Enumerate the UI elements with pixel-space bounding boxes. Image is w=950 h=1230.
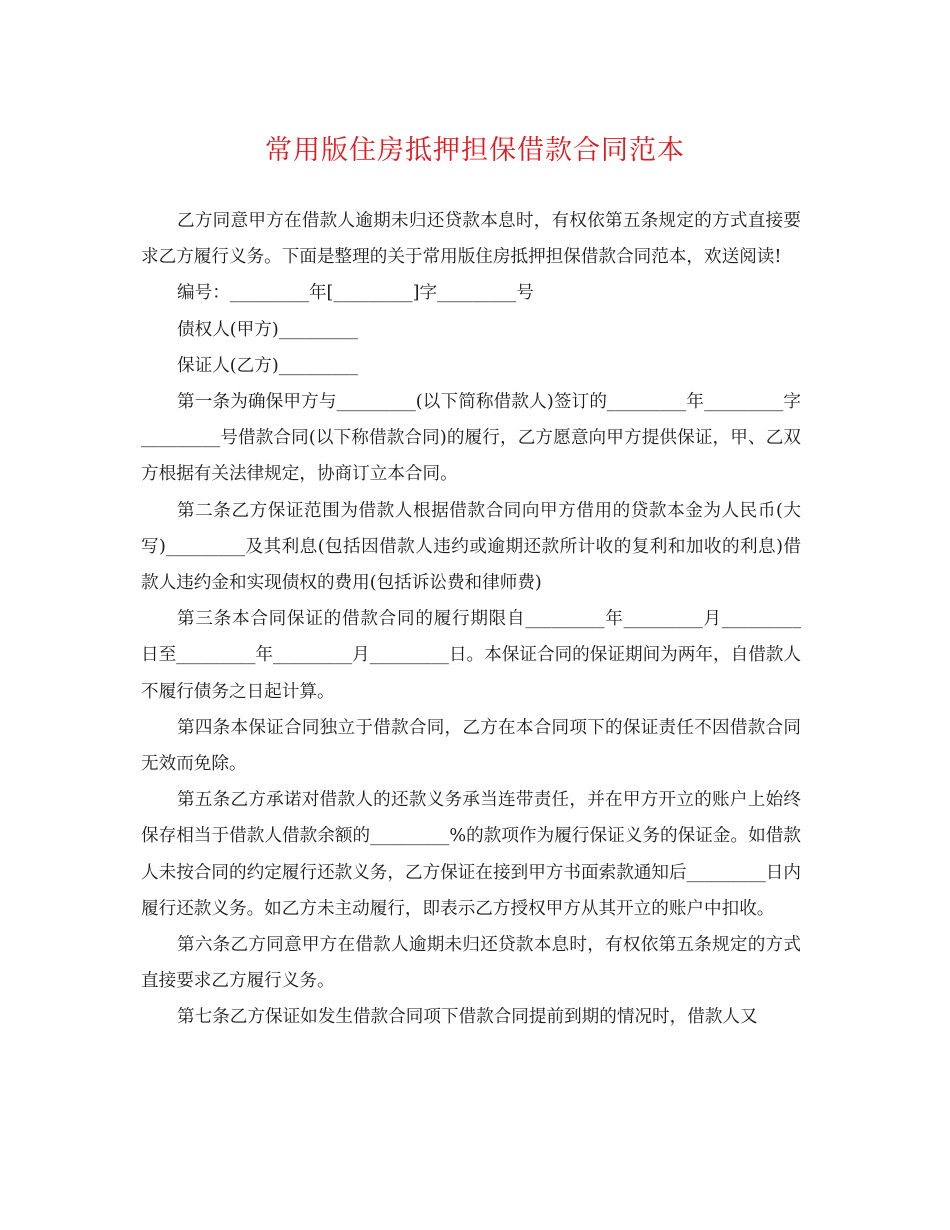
- article-7: 第七条乙方保证如发生借款合同项下借款合同提前到期的情况时，借款人又: [177, 1007, 758, 1028]
- article-1: 第一条为确保甲方与_________(以下简称借款人)签订的_________年_________字_________号借款合同(以下称借款合同)的履行，乙方愿意向甲方提供保证，甲、乙双方根据有关法律规定，协商订立本合同。: [141, 392, 801, 485]
- document-title: 常用版住房抵押担保借款合同范本: [265, 135, 685, 166]
- article-5: 第五条乙方承诺对借款人的还款义务承当连带责任，并在甲方开立的账户上始终保存相当于借款人借款余额的_________%的款项作为履行保证义务的保证金。如借款人未按合同的约定履行还款义务，乙方保证在接到甲方书面索款通知后_________日内履行还款义务。如乙方未主动履行，即表示乙方授权甲方从其开立的账户中扣收。: [141, 790, 801, 919]
- creditor-line: 债权人(甲方)_________: [177, 319, 358, 340]
- guarantor-line: 保证人(乙方)_________: [177, 355, 358, 376]
- article-6: 第六条乙方同意甲方在借款人逾期未归还贷款本息时，有权依第五条规定的方式直接要求乙方履行义务。: [141, 935, 801, 992]
- intro-paragraph: 乙方同意甲方在借款人逾期未归还贷款本息时，有权依第五条规定的方式直接要求乙方履行义务。下面是整理的关于常用版住房抵押担保借款合同范本，欢送阅读!: [141, 211, 801, 268]
- article-4: 第四条本保证合同独立于借款合同，乙方在本合同项下的保证责任不因借款合同无效而免除。: [141, 717, 801, 775]
- article-3: 第三条本合同保证的借款合同的履行期限自_________年_________月_________日至_________年_________月_________日。本保证合同的保证期间为两年，自借款人不履行债务之日起计算。: [141, 609, 801, 702]
- contract-number-line: 编号：_________年[_________]字_________号: [177, 283, 534, 304]
- article-2: 第二条乙方保证范围为借款人根据借款合同向甲方借用的贷款本金为人民币(大写)_________及其利息(包括因借款人违约或逾期还款所计收的复利和加收的利息)借款人违约金和实现债权的费用(包括诉讼费和律师费): [141, 500, 801, 594]
- document-body: [141, 203, 801, 1036]
